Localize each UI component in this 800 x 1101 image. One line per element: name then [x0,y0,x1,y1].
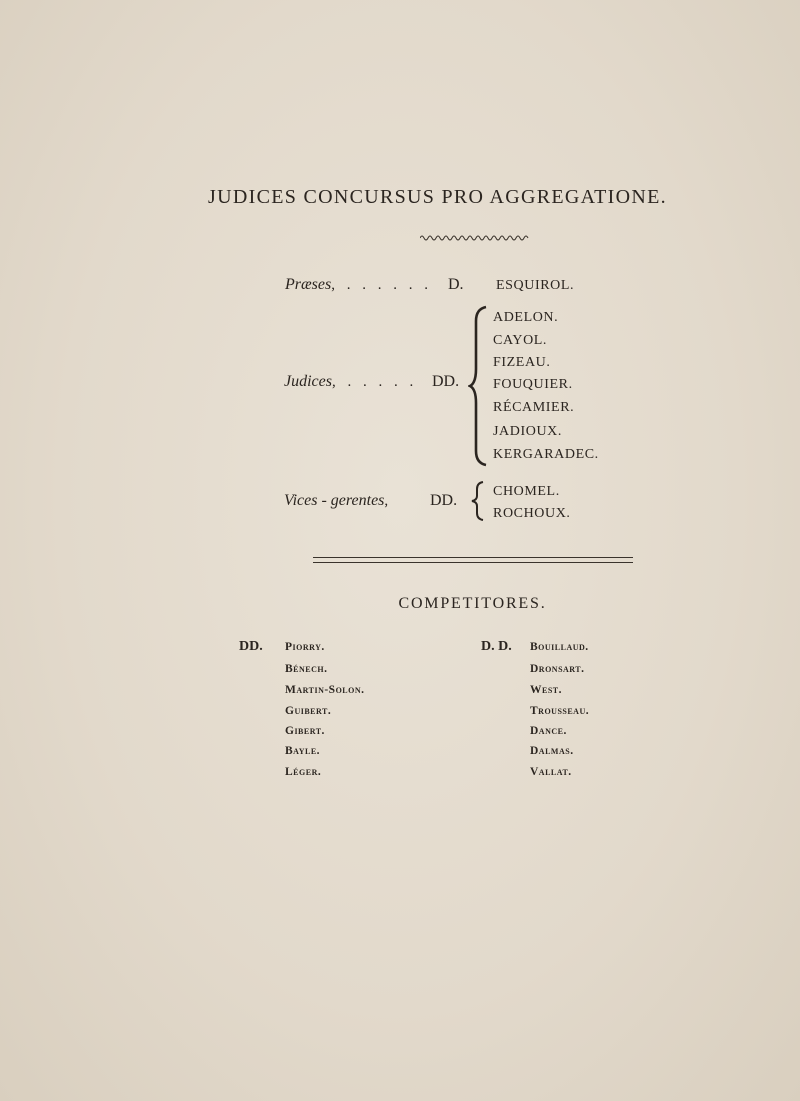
praeses-dots: , . . . . . . [331,277,432,293]
competitor-name: Piorry. [285,641,325,653]
vices-label: Vices - gerentes [284,492,385,509]
ornament-wavy-line [420,234,530,242]
competitores-title: COMPETITORES. [398,595,547,612]
judex-name: JADIOUX. [493,424,562,439]
judices-row [284,373,417,391]
competitor-name: Dronsart. [530,663,585,675]
judices-label: Judices [284,373,332,390]
judex-name: FIZEAU. [493,355,551,370]
competitor-name: Dalmas. [530,745,574,757]
judex-name: RÉCAMIER. [493,400,575,415]
competitor-name: Bénech. [285,663,328,675]
judices-prefix: DD. [432,373,460,390]
praeses-label: Præses [285,276,332,293]
competitor-name: West. [530,684,562,696]
vices-name: ROCHOUX. [493,506,571,521]
competitor-name: Trousseau. [530,705,590,717]
judices-brace [468,305,490,467]
section-divider [313,557,633,563]
vices-brace [470,480,486,522]
competitor-name: Guibert. [285,705,332,717]
judices-dots: , . . . . . [331,374,418,390]
judex-name: ADELON. [493,310,559,325]
praeses-row [285,276,432,294]
competitor-name: Dance. [530,725,567,737]
page-title: JUDICES CONCURSUS PRO AGGREGATIONE. [208,186,667,208]
competitor-name: Bouillaud. [530,641,589,653]
right-prefix: D. D. [481,639,512,654]
praeses-name: ESQUIROL. [496,278,575,293]
competitor-name: Gibert. [285,725,325,737]
vices-name: CHOMEL. [493,484,560,499]
judex-name: FOUQUIER. [493,377,573,392]
left-prefix: DD. [239,639,263,654]
praeses-prefix: D. [448,276,464,293]
competitor-name: Martin-Solon. [285,684,365,696]
judex-name: CAYOL. [493,333,548,348]
competitor-name: Léger. [285,766,322,778]
vices-prefix: DD. [430,492,458,509]
judex-name: KERGARADEC. [493,447,599,462]
vices-dots: , [384,493,389,509]
competitor-name: Vallat. [530,766,572,778]
competitor-name: Bayle. [285,745,321,757]
vices-row [284,492,388,510]
